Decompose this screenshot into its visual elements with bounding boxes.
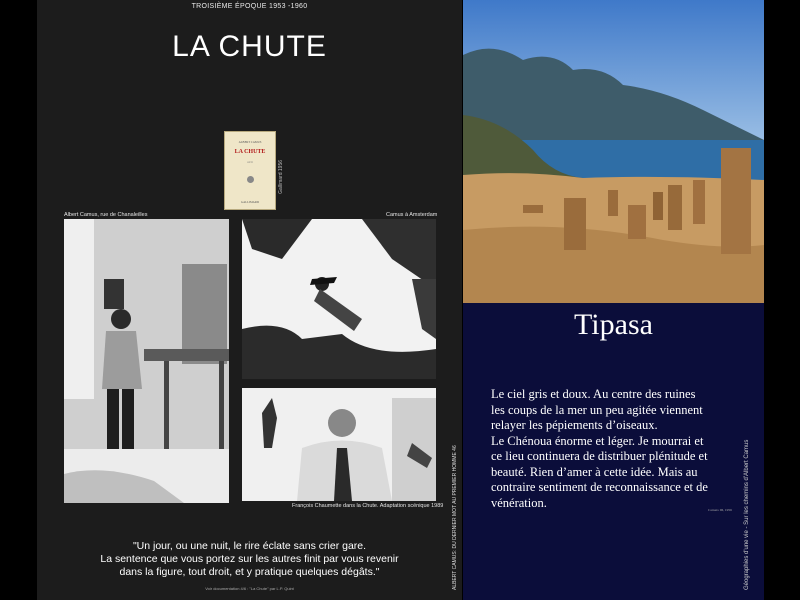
tipasa-title: Tipasa <box>574 308 653 341</box>
spine-text-left: ALBERT CAMUS: DU DERNIER MOT AU PREMIER HOMME 46 <box>452 445 458 590</box>
tipasa-ruins-photo <box>463 0 764 303</box>
photo2-caption: Camus à Amsterdam <box>386 212 438 218</box>
quote-credit: Voir documentation 4/6 : "La Chute" par L.P. Quint <box>205 586 294 591</box>
camus-amsterdam-photo <box>242 219 436 379</box>
book-credit: Gallimard 1956 <box>278 160 284 194</box>
book-cover <box>224 131 276 210</box>
publisher-logo-icon <box>247 176 254 183</box>
photo3-caption: François Chaumette dans la Chute. Adaptation scénique 1989 <box>292 503 444 509</box>
book-genre: récit <box>247 160 253 164</box>
quote-text: "Un jour, ou une nuit, le rire éclate sans crier gare. La sentence que vous portez sur les autres finit par vous revenir dans la figure, tout droit, et y pratique quelques dégâts." <box>100 540 399 578</box>
chaumette-photo <box>242 388 436 501</box>
spine-text-right: Géographies d'une vie - Sur les chemins d'Albert Camus <box>744 439 750 590</box>
era-label: TROISIÈME ÉPOQUE 1953 -1960 <box>191 3 308 10</box>
book-author: ALBERT CAMUS <box>238 140 262 144</box>
quote <box>37 540 462 579</box>
tipasa-source: Carnets III, 1956 <box>708 508 732 512</box>
tipasa-text: Le ciel gris et doux. Au centre des ruines les coups de la mer un peu agitée viennent relayer les pépiements d’oiseaux. Le Chénoua énorme et léger. Je mourrai et ce lieu continuera de distribuer plénitude et beauté. Rien d’amer à cette idée. Mais au contraire sentiment de reconnaissance et de vénération. <box>491 387 708 510</box>
photo1-caption: Albert Camus, rue de Chanaleilles <box>64 212 148 218</box>
book-publisher: GALLIMARD <box>241 200 259 204</box>
page-title: LA CHUTE <box>172 30 327 63</box>
book-title: LA CHUTE <box>234 149 266 155</box>
camus-desk-photo <box>64 219 229 503</box>
